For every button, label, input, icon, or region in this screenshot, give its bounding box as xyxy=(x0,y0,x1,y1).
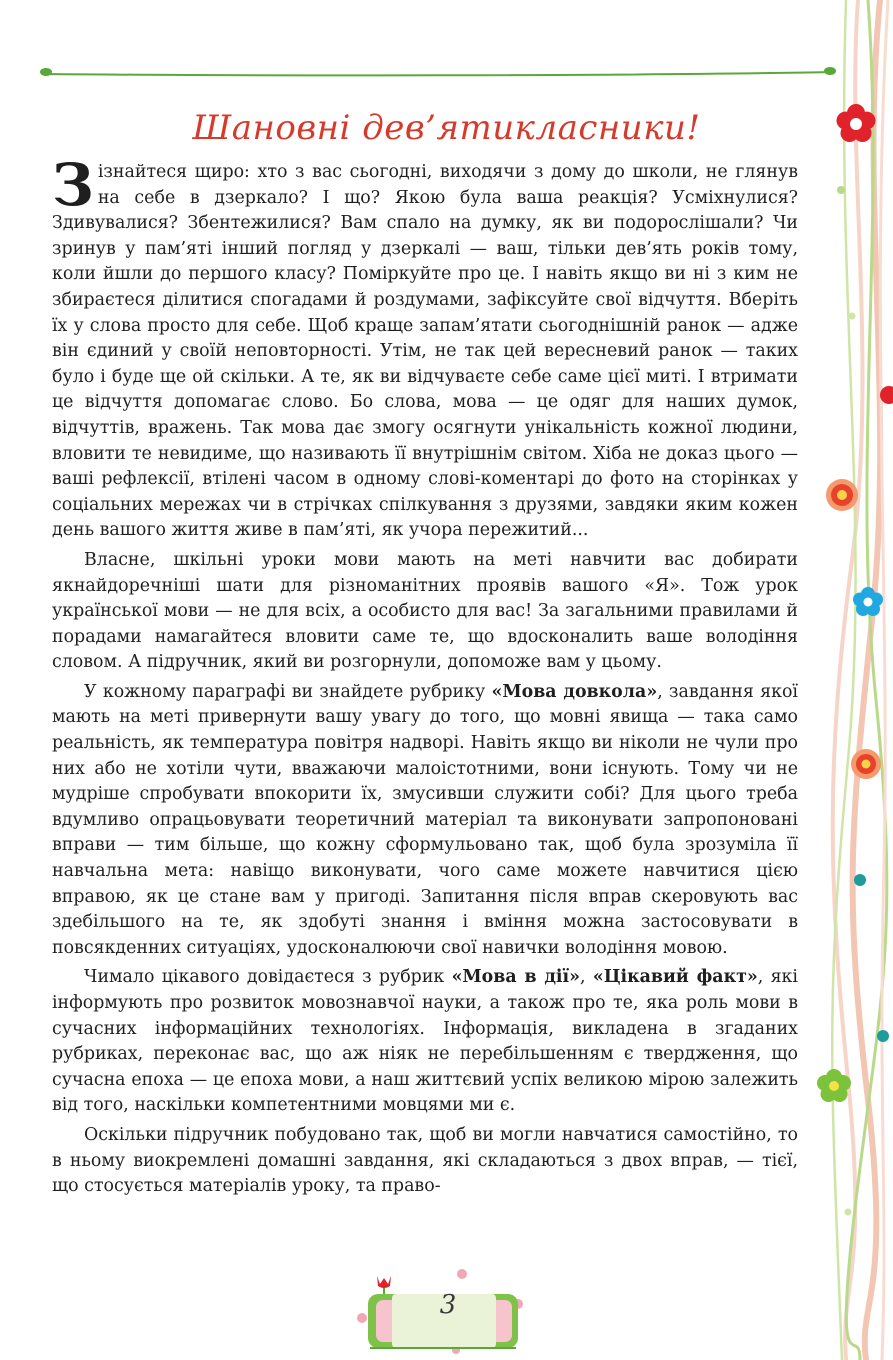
paragraph xyxy=(52,151,798,544)
body-text xyxy=(52,151,798,1200)
page-title: Шановні дев’ятикласники! xyxy=(192,108,701,148)
separator: , xyxy=(580,967,593,988)
rubric-name: «Цікавий факт» xyxy=(592,967,758,988)
teal-dot-icon xyxy=(854,874,866,886)
paragraph-text: , які інформують про розвиток мовознавчої науки, а також про те, яка роль мови в сучасних інформаційних технологіях. Інформація, викладена в згаданих рубриках, переконає вас, що аж ніяк не перебільшенням є твердження, що сучасна епоха — це епоха мови, а наш життєвий успіх великою мірою залежить від того, наскільки компетентними мовцями ми є. xyxy=(52,967,798,1116)
paragraph-text: Чимало цікавого довідаєтеся з рубрик xyxy=(84,967,452,988)
orange-flower-icon xyxy=(851,749,881,779)
vine-strands xyxy=(832,0,888,1360)
rubric-name: «Мова в дії» xyxy=(451,967,581,988)
paragraph-text: У кожному параграфі ви знайдете рубрику xyxy=(84,681,492,702)
blue-flower-icon xyxy=(853,587,883,616)
teal-dot-icon xyxy=(877,1030,889,1042)
rubric-name: «Мова довкола» xyxy=(491,681,658,702)
paragraph xyxy=(52,680,798,962)
bud-icon xyxy=(849,313,856,320)
bud-icon xyxy=(845,1209,852,1216)
paragraph-text: , завдання якої мають на меті привернути вашу увагу до того, що мовні явища — така само реальність, як температура повітря надворі. Навіть якщо ви ніколи не чули про них або не хотіли чути, вважаючи малоістотними, вони існують. Тому чи не мудріше спробувати впокорити їх, змусивши служити собі? Для цього треба вдумливо опрацьовувати теоретичний матеріал та виконувати запропоновані вправи — тим більше, що кожну сформульовано так, щоб була зрозуміла її навчальна мета: навіщо виконувати, чого саме можете навчитися цією вправою, як це стане вам у пригоді. Запитання після вправ скеровують вас здебільшого на те, як здобуті знання і вміння можна застосовувати в повсякденних ситуаціях, удосконалюючи свої навички володіння мовою. xyxy=(52,681,798,958)
orange-flower-icon xyxy=(826,479,858,511)
paragraph: Оскільки підручник побудовано так, щоб ви могли навчатися самостійно, то в ньому виокремлені домашні завдання, які складаються з двох вправ, — тієї, що стосується матеріалів уроку, та право- xyxy=(52,1124,798,1197)
paragraph: Власне, шкільні уроки мови мають на меті навчити вас добирати якнайдоречніші шати для різноманітних проявів вашого «Я». Тож урок української мови — не для всіх, а особисто для вас! За загальними правилами й порадами намагайтеся вловити саме те, що вдосконалить ваше володіння словом. А підручник, який ви розгорнули, допоможе вам у цьому. xyxy=(52,549,798,673)
page-number: 3 xyxy=(439,1290,457,1320)
paragraph-text: ізнайтеся щиро: хто з вас сьогодні, виходячи з дому до школи, не глянув на себе в дзеркало? І що? Якою була ваша реакція? Усміхнулися? Здивувалися? Збентежилися? Вам спало на думку, як ви подорослішали? Чи зринув у пам’яті інший погляд у дзеркалі — ваш, тільки дев’ять років тому, коли йшли до першого класу? Поміркуйте про це. І навіть якщо ви ні з ким не збираєтеся ділитися спогадами й роздумами, зафіксуйте свої відчуття. Вберіть їх у слова просто для себе. Щоб краще запам’ятати сьогоднішній ранок — адже він єдиний у своїй неповторності. Утім, не так цей вересневий ранок — таких було і буде ще ой скільки. А те, як ви відчуваєте себе саме цієї миті. І втримати це відчуття допомагає слово. Бо слова, мова — це одяг для наших думок, відчуттів, вражень. Так мова дає змогу осягнути унікальність кожної людини, вловити те невидиме, що називають її внутрішнім світом. Хіба не доказ цього — ваші рефлексії, втілені часом в одному слові-коментарі до фото на сторінках у соціальних мережах чи в стрічках спілкування з друзями, завдяки яким кожен день вашого життя живе в пам’яті, як учора пережитий... xyxy=(52,162,798,541)
dropcap: З xyxy=(52,151,94,219)
paragraph xyxy=(52,965,798,1119)
top-rule xyxy=(38,62,838,82)
bud-icon xyxy=(837,186,845,194)
